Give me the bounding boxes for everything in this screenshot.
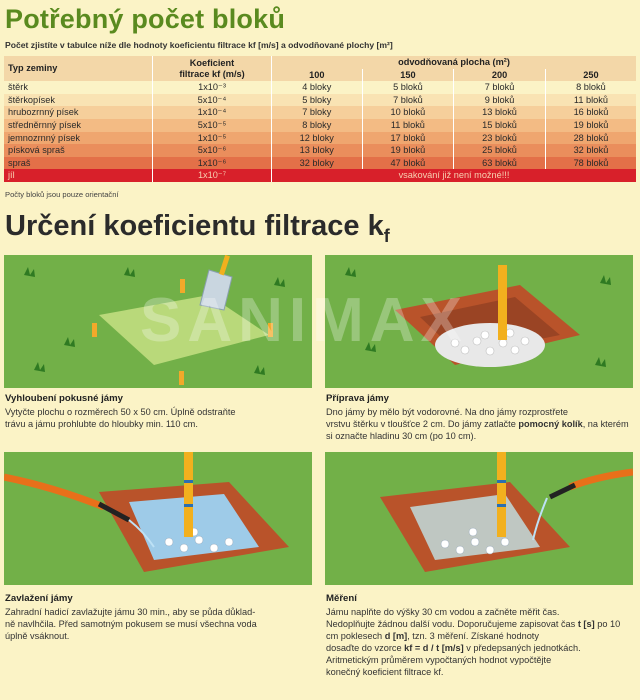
blocks-table bbox=[4, 56, 636, 182]
step-line: Nedoplňujte žádnou další vodu. Doporučujeme zapisovat čas bbox=[326, 619, 576, 629]
blocks-cell: 32 bloky bbox=[272, 157, 363, 170]
blocks-cell: 8 bloků bbox=[545, 81, 636, 94]
area-header: 150 bbox=[362, 69, 454, 82]
illustration-water-pit bbox=[4, 452, 312, 585]
step-text bbox=[5, 606, 313, 642]
step-line: Jámu naplňte do výšky 30 cm vodou a začněte měřit čas. bbox=[326, 607, 560, 617]
section-title-sub: f bbox=[383, 225, 390, 246]
soil-cell: štěrk bbox=[8, 82, 28, 93]
blocks-cell: 9 bloků bbox=[454, 94, 546, 107]
step-line: po 10 cm poklesech bbox=[326, 619, 621, 641]
col-header-koef-line2: filtrace kf (m/s) bbox=[179, 68, 245, 79]
col-header-area: odvodňovaná plocha (m²) bbox=[272, 56, 637, 69]
area-header: 100 bbox=[272, 69, 363, 82]
area-header: 250 bbox=[545, 69, 636, 82]
step-line: vrstvu štěrku v tloušťce 2 cm. Do jámy zatlačte bbox=[326, 419, 516, 429]
table-row bbox=[4, 119, 636, 132]
watermark: SANIMAX bbox=[140, 286, 468, 355]
col-header-koef bbox=[153, 56, 272, 81]
blocks-cell: 7 bloků bbox=[454, 81, 546, 94]
soil-cell: jemnozrnný písek bbox=[8, 132, 81, 143]
step-title: Vyhloubení pokusné jámy bbox=[5, 393, 123, 404]
blocks-cell: 19 bloků bbox=[362, 144, 454, 157]
blocks-cell: 8 bloky bbox=[272, 119, 363, 132]
step-line: Vytyčte plochu o rozměrech 50 x 50 cm. Úplně odstraňte bbox=[5, 407, 236, 417]
step-line: dosaďte do vzorce bbox=[326, 643, 405, 653]
step-line: ně navlhčila. Před samotným pokusem se musí všechna voda bbox=[5, 619, 257, 629]
step-line: v předepsaných jednotkách. bbox=[463, 643, 581, 653]
blocks-cell: 5 bloků bbox=[362, 81, 454, 94]
kf-cell: 5x10⁻⁵ bbox=[153, 119, 272, 132]
blocks-cell: 63 bloků bbox=[454, 157, 546, 170]
illustration-prepare-pit bbox=[325, 255, 633, 388]
section-title bbox=[5, 210, 390, 247]
table-row bbox=[4, 94, 636, 107]
kf-cell: 5x10⁻⁴ bbox=[153, 94, 272, 107]
col-header-soil: Typ zeminy bbox=[4, 56, 153, 81]
step-line: konečný koeficient filtrace kf. bbox=[326, 667, 444, 677]
step-highlight: t [s] bbox=[577, 619, 595, 629]
step-highlight: d [m] bbox=[384, 631, 408, 641]
warning-cell: vsakování již není možné!!! bbox=[272, 169, 637, 182]
blocks-cell: 10 bloků bbox=[362, 106, 454, 119]
blocks-cell: 23 bloků bbox=[454, 132, 546, 145]
blocks-cell: 7 bloků bbox=[362, 94, 454, 107]
step-highlight: kf = d / t [m/s] bbox=[404, 643, 464, 653]
step-line: Dno jámy by mělo být vodorovné. Na dno jámy rozprostřete bbox=[326, 407, 569, 417]
step-line: Zahradní hadicí zavlažujte jámu 30 min., aby se půda důklad- bbox=[5, 607, 256, 617]
step-title: Příprava jámy bbox=[326, 393, 389, 404]
blocks-cell: 32 bloků bbox=[545, 144, 636, 157]
table-note: Počty bloků jsou pouze orientační bbox=[5, 190, 119, 199]
step-title: Zavlažení jámy bbox=[5, 593, 73, 604]
blocks-cell: 5 bloky bbox=[272, 94, 363, 107]
soil-cell: jíl bbox=[8, 170, 15, 181]
table-row bbox=[4, 157, 636, 170]
soil-cell: štěrkopísek bbox=[8, 94, 55, 105]
table-row-warning bbox=[4, 169, 636, 182]
kf-cell: 1x10⁻⁷ bbox=[153, 169, 272, 182]
table-row bbox=[4, 144, 636, 157]
step-title: Měření bbox=[326, 593, 357, 604]
kf-cell: 1x10⁻⁵ bbox=[153, 132, 272, 145]
step-line: , tzn. 3 měření. Získané hodnoty bbox=[407, 631, 539, 641]
kf-cell: 1x10⁻⁴ bbox=[153, 106, 272, 119]
blocks-cell: 11 bloků bbox=[545, 94, 636, 107]
kf-cell: 5x10⁻⁶ bbox=[153, 144, 272, 157]
blocks-cell: 16 bloků bbox=[545, 106, 636, 119]
step-text bbox=[5, 406, 313, 430]
soil-cell: spraš bbox=[8, 157, 31, 168]
blocks-cell: 25 bloků bbox=[454, 144, 546, 157]
soil-cell: středněrnný písek bbox=[8, 119, 82, 130]
illustration-dig-pit bbox=[4, 255, 312, 388]
col-header-koef-line1: Koeficient bbox=[189, 57, 235, 68]
table-row bbox=[4, 81, 636, 94]
illustration-measure bbox=[325, 452, 633, 585]
soil-cell: hrubozrnný písek bbox=[8, 107, 79, 118]
step-line: trávu a jámu prohlubte do hloubky min. 110 cm. bbox=[5, 419, 198, 429]
step-line: , na kterém si označte hladinu 30 cm (po 10 cm). bbox=[326, 419, 629, 441]
blocks-cell: 15 bloků bbox=[454, 119, 546, 132]
section-title-text: Určení koeficientu filtrace k bbox=[5, 210, 384, 242]
kf-cell: 1x10⁻⁶ bbox=[153, 157, 272, 170]
blocks-cell: 12 bloky bbox=[272, 132, 363, 145]
soil-cell: písková spraš bbox=[8, 145, 65, 156]
table-row bbox=[4, 106, 636, 119]
area-header: 200 bbox=[454, 69, 546, 82]
table-row bbox=[4, 132, 636, 145]
step-text bbox=[326, 606, 634, 678]
kf-cell: 1x10⁻³ bbox=[153, 81, 272, 94]
blocks-cell: 4 bloky bbox=[272, 81, 363, 94]
step-highlight: pomocný kolík bbox=[518, 419, 583, 429]
blocks-cell: 7 bloky bbox=[272, 106, 363, 119]
step-line: Aritmetickým průměrem vypočtaných hodnot vypočtějte bbox=[326, 655, 552, 665]
blocks-cell: 47 bloků bbox=[362, 157, 454, 170]
page-title: Potřebný počet bloků bbox=[5, 4, 286, 34]
step-line: úplně vsáknout. bbox=[5, 631, 70, 641]
blocks-cell: 17 bloků bbox=[362, 132, 454, 145]
step-text bbox=[326, 406, 634, 442]
table-subtitle: Počet zjistíte v tabulce níže dle hodnoty koeficientu filtrace kf [m/s] a odvodňované plochy [m²] bbox=[5, 40, 393, 50]
blocks-cell: 19 bloků bbox=[545, 119, 636, 132]
blocks-cell: 78 bloků bbox=[545, 157, 636, 170]
blocks-cell: 13 bloky bbox=[272, 144, 363, 157]
blocks-cell: 13 bloků bbox=[454, 106, 546, 119]
blocks-cell: 11 bloků bbox=[362, 119, 454, 132]
blocks-cell: 28 bloků bbox=[545, 132, 636, 145]
